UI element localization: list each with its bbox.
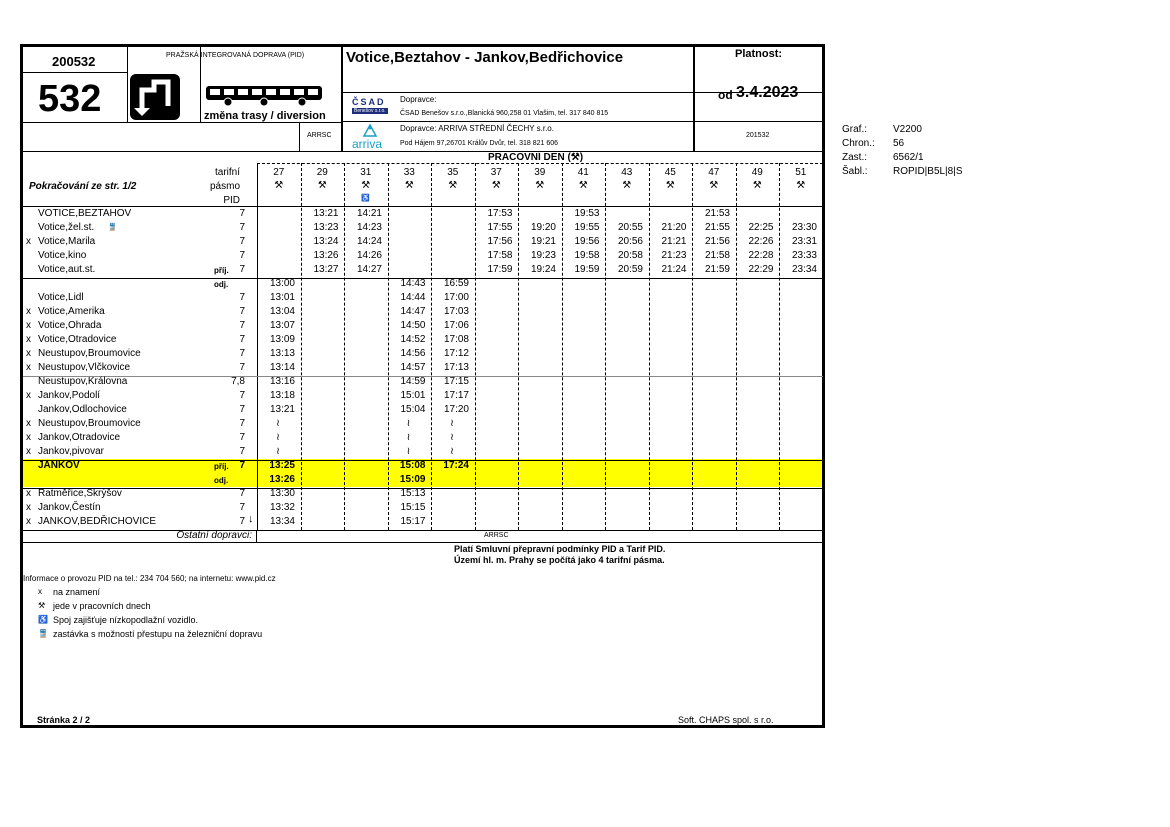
stop-name: Ratměřice,Skrýšov xyxy=(38,488,122,499)
trip-number: 49 xyxy=(751,167,763,178)
on-request-mark: x xyxy=(26,334,31,345)
on-request-mark: x xyxy=(26,418,31,429)
departure-time: 16:59 xyxy=(443,278,469,289)
tariff-zone: 7 xyxy=(239,208,245,219)
departure-time: 14:50 xyxy=(400,320,426,331)
departure-time: ≀ xyxy=(276,418,280,429)
zone-header-1: tarifní xyxy=(214,167,240,178)
on-request-mark: x xyxy=(26,390,31,401)
departure-time: 14:27 xyxy=(356,264,382,275)
workday-icon: ⚒ xyxy=(317,180,327,191)
departure-time: 23:34 xyxy=(791,264,817,275)
departure-time: 22:29 xyxy=(748,264,774,275)
departure-time: 21:53 xyxy=(704,208,730,219)
stop-name: Jankov,Odlochovice xyxy=(38,404,127,415)
departure-time: 14:24 xyxy=(356,236,382,247)
side-info-key: Chron.: xyxy=(842,138,875,149)
workday-icon: ⚒ xyxy=(796,180,806,191)
departure-time: 17:13 xyxy=(443,362,469,373)
departure-time: 13:30 xyxy=(269,488,295,499)
departure-time: 13:32 xyxy=(269,502,295,513)
departure-time: 13:25 xyxy=(269,460,295,471)
departure-time: 19:24 xyxy=(530,264,556,275)
departure-time: 20:59 xyxy=(617,264,643,275)
operator2-label: Dopravce: ARRIVA STŘEDNÍ ČECHY s.r.o. xyxy=(400,124,554,133)
departure-time: 15:13 xyxy=(400,488,426,499)
departure-time: 17:17 xyxy=(443,390,469,401)
departure-time: ≀ xyxy=(450,418,454,429)
departure-time: 19:56 xyxy=(574,236,600,247)
departure-time: 13:23 xyxy=(313,222,339,233)
train-icon: 🚆 xyxy=(108,224,117,231)
departure-time: 14:56 xyxy=(400,348,426,359)
trip-number: 45 xyxy=(664,167,676,178)
departure-time: 19:55 xyxy=(574,222,600,233)
departure-time: 15:01 xyxy=(400,390,426,401)
departure-time: 15:17 xyxy=(400,516,426,527)
departure-time: 17:00 xyxy=(443,292,469,303)
departure-time: 17:59 xyxy=(487,264,513,275)
on-request-mark: x xyxy=(26,362,31,373)
stop-name: Jankov,Podolí xyxy=(38,390,101,401)
tariff-zone: 7 xyxy=(239,390,245,401)
tariff-zone: 7 xyxy=(239,460,245,471)
on-request-mark: x xyxy=(26,516,31,527)
workday-icon: ⚒ xyxy=(491,180,501,191)
workday-icon: ⚒ xyxy=(578,180,588,191)
tariff-zone: 7 xyxy=(239,362,245,373)
tariff-zone: 7 xyxy=(239,432,245,443)
on-request-mark: x xyxy=(26,446,31,457)
csad-logo-sub: Benešov s.r.o. xyxy=(354,108,386,114)
departure-time: 13:14 xyxy=(269,362,295,373)
departure-time: 22:26 xyxy=(748,236,774,247)
trip-number: 37 xyxy=(490,167,502,178)
departure-time: 21:55 xyxy=(704,222,730,233)
software-credit: Soft. CHAPS spol. s r.o. xyxy=(678,715,774,725)
departure-time: 13:26 xyxy=(313,250,339,261)
validity-prefix: od xyxy=(718,88,733,102)
departure-time: 23:31 xyxy=(791,236,817,247)
trip-number: 47 xyxy=(708,167,720,178)
tariff-zone: 7 xyxy=(239,250,245,261)
trip-number: 35 xyxy=(447,167,459,178)
departure-time: 19:59 xyxy=(574,264,600,275)
operator2-info: Pod Hájem 97,26701 Králův Dvůr, tel. 318 821 606 xyxy=(400,140,558,147)
departure-time: 14:26 xyxy=(356,250,382,261)
departure-time: ≀ xyxy=(406,446,411,457)
on-request-mark: x xyxy=(26,432,31,443)
departure-time: 21:23 xyxy=(661,250,687,261)
trip-number: 29 xyxy=(316,167,328,178)
departure-time: 19:58 xyxy=(574,250,600,261)
departure-time: 17:15 xyxy=(443,376,469,387)
legend-text: zastávka s možností přestupu na železniční dopravu xyxy=(53,629,263,639)
departure-time: 13:16 xyxy=(269,376,295,387)
legend-symbol: ♿ xyxy=(38,615,48,624)
trip-number: 39 xyxy=(534,167,546,178)
departure-time: 21:59 xyxy=(704,264,730,275)
departure-time: ≀ xyxy=(450,446,454,457)
trip-number: 51 xyxy=(795,167,807,178)
csad-logo: ČSAD xyxy=(352,97,386,107)
departure-time: 13:21 xyxy=(313,208,339,219)
stop-name: VOTICE,BEZTAHOV xyxy=(38,208,132,219)
departure-time: 21:58 xyxy=(704,250,730,261)
departure-time: 13:07 xyxy=(269,320,295,331)
departure-time: ≀ xyxy=(406,432,411,443)
trip-number: 43 xyxy=(621,167,633,178)
departure-time: ≀ xyxy=(450,432,454,443)
on-request-mark: x xyxy=(26,348,31,359)
workday-icon: ⚒ xyxy=(361,180,371,191)
legend-text: jede v pracovních dnech xyxy=(53,601,151,611)
workday-icon: ⚒ xyxy=(752,180,762,191)
departure-time: 13:09 xyxy=(269,334,295,345)
departure-time: 19:23 xyxy=(530,250,556,261)
tariff-zone: 7 xyxy=(239,320,245,331)
legend-text: na znamení xyxy=(53,587,101,597)
diversion-icon xyxy=(130,74,180,120)
side-info-key: Zast.: xyxy=(842,152,868,163)
tariff-zone: 7 xyxy=(239,348,245,359)
departure-time: 14:43 xyxy=(400,278,426,289)
departure-time: 21:21 xyxy=(661,236,687,247)
stop-name: Votice,žel.st. xyxy=(38,222,95,233)
departure-time: 13:26 xyxy=(269,474,295,485)
tariff-zone: 7 xyxy=(239,264,245,275)
departure-time: 14:47 xyxy=(400,306,426,317)
arrival-label: příj. xyxy=(214,462,229,471)
departure-time: 15:09 xyxy=(399,474,426,485)
trip-number: 31 xyxy=(360,167,372,178)
stop-name: Votice,Marila xyxy=(38,236,96,247)
departure-time: 14:21 xyxy=(356,208,382,219)
stop-name: Votice,Amerika xyxy=(38,306,105,317)
side-info-value: 56 xyxy=(893,138,905,149)
departure-time: 21:20 xyxy=(661,222,687,233)
arriva-logo: arriva xyxy=(352,137,383,151)
bus-icon xyxy=(204,84,324,106)
departure-time: 14:23 xyxy=(356,222,382,233)
other-operators-code: ARRSC xyxy=(484,532,509,539)
side-info-value: ROPID|B5L|8|S xyxy=(893,166,963,177)
stop-name: Jankov,Otradovice xyxy=(38,432,121,443)
stop-name: Votice,aut.st. xyxy=(38,264,96,275)
trip-number: 27 xyxy=(273,167,285,178)
workday-icon: ⚒ xyxy=(709,180,719,191)
trip-number: 33 xyxy=(403,167,415,178)
zone-header-3: PID xyxy=(223,195,240,206)
org-name: PRAŽSKÁ INTEGROVANÁ DOPRAVA (PID) xyxy=(166,52,305,59)
departure-time: 17:53 xyxy=(487,208,513,219)
stop-name: Votice,kino xyxy=(38,250,87,261)
departure-label: odj. xyxy=(214,280,229,289)
departure-time: 17:03 xyxy=(443,306,469,317)
page-number: Stránka 2 / 2 xyxy=(37,715,91,725)
departure-time: 21:56 xyxy=(704,236,730,247)
note-2: Území hl. m. Prahy se počítá jako 4 tarifní pásma. xyxy=(454,555,665,565)
note-1: Platí Smluvní přepravní podmínky PID a Tarif PID. xyxy=(454,544,666,554)
departure-time: 13:21 xyxy=(269,404,295,415)
stop-name: Votice,Otradovice xyxy=(38,334,117,345)
stop-name: Neustupov,Vlčkovice xyxy=(38,362,131,373)
tariff-zone: 7 xyxy=(239,404,245,415)
tariff-zone: 7,8 xyxy=(231,376,245,387)
departure-time: 23:33 xyxy=(791,250,817,261)
workday-icon: ⚒ xyxy=(274,180,284,191)
validity-label: Platnost: xyxy=(735,48,783,60)
legend-symbol: ⚒ xyxy=(38,601,46,610)
operator2-code: ARRSC xyxy=(307,132,332,139)
stop-name: Neustupov,Broumovice xyxy=(38,348,141,359)
departure-time: 14:44 xyxy=(400,292,426,303)
operator1-label: Dopravce: xyxy=(400,95,437,104)
tariff-zone: 7 xyxy=(239,334,245,345)
stop-name: Neustupov,Broumovice xyxy=(38,418,141,429)
diversion-label: změna trasy / diversion xyxy=(204,110,326,122)
departure-time: 14:57 xyxy=(400,362,426,373)
departure-time: 19:21 xyxy=(530,236,556,247)
stop-name: JANKOV xyxy=(38,460,80,471)
legend-text: Spoj zajišťuje nízkopodlažní vozidlo. xyxy=(53,615,198,625)
departure-time: 17:12 xyxy=(443,348,469,359)
tariff-zone: 7 xyxy=(239,502,245,513)
on-request-mark: x xyxy=(26,236,31,247)
departure-time: 20:56 xyxy=(617,236,643,247)
departure-time: 17:24 xyxy=(443,460,469,471)
departure-time: 23:30 xyxy=(791,222,817,233)
departure-time: 17:58 xyxy=(487,250,513,261)
line-code: 200532 xyxy=(52,54,96,69)
departure-time: 13:27 xyxy=(313,264,339,275)
tariff-zone: 7 xyxy=(239,292,245,303)
day-label: PRACOVNÍ DEN (⚒) xyxy=(488,152,584,163)
line-number: 532 xyxy=(38,78,102,120)
tariff-zone: 7 xyxy=(239,222,245,233)
legend-symbol: 🚆 xyxy=(38,629,48,638)
side-info-value: V2200 xyxy=(893,124,922,135)
departure-time: 17:08 xyxy=(443,334,469,345)
stop-name: Neustupov,Královna xyxy=(38,376,128,387)
down-arrow-icon: ↓ xyxy=(248,513,254,525)
departure-time: 14:59 xyxy=(400,376,426,387)
stop-name: Votice,Ohrada xyxy=(38,320,102,331)
workday-icon: ⚒ xyxy=(535,180,545,191)
departure-time: 22:25 xyxy=(748,222,774,233)
departure-time: 17:06 xyxy=(443,320,469,331)
departure-time: 13:00 xyxy=(269,278,295,289)
tariff-zone: 7 xyxy=(239,488,245,499)
departure-time: 17:20 xyxy=(443,404,469,415)
workday-icon: ⚒ xyxy=(665,180,675,191)
departure-time: 15:15 xyxy=(400,502,426,513)
departure-time: 13:04 xyxy=(269,306,295,317)
zone-header-2: pásmo xyxy=(209,181,240,192)
departure-time: 19:20 xyxy=(530,222,556,233)
stop-name: JANKOV,BEDŘICHOVICE xyxy=(38,516,156,527)
side-info-key: Graf.: xyxy=(842,124,868,135)
tariff-zone: 7 xyxy=(239,418,245,429)
departure-time: ≀ xyxy=(276,432,280,443)
departure-time: 13:24 xyxy=(313,236,339,247)
other-operators-label: Ostatní dopravci: xyxy=(176,530,252,541)
side-info-key: Šabl.: xyxy=(842,166,868,177)
tariff-zone: 7 xyxy=(239,306,245,317)
departure-time: 15:08 xyxy=(399,460,426,471)
stop-name: Jankov,Čestín xyxy=(38,502,101,513)
continued-label: Pokračování ze str. 1/2 xyxy=(29,181,137,192)
departure-time: 13:01 xyxy=(269,292,295,303)
tariff-zone: 7 xyxy=(239,446,245,457)
info-line: Informace o provozu PID na tel.: 234 704 560; na internetu: www.pid.cz xyxy=(23,574,276,583)
workday-icon: ⚒ xyxy=(448,180,458,191)
validity-date: 3.4.2023 xyxy=(736,84,799,101)
legend-symbol: x xyxy=(38,587,42,596)
on-request-mark: x xyxy=(26,306,31,317)
trip-number: 41 xyxy=(577,167,589,178)
departure-time: ≀ xyxy=(276,446,280,457)
route-title: Votice,Beztahov - Jankov,Bedřichovice xyxy=(346,49,624,66)
departure-time: ≀ xyxy=(406,418,411,429)
departure-time: 20:55 xyxy=(617,222,643,233)
departure-time: 17:56 xyxy=(487,236,513,247)
arrival-label: příj. xyxy=(214,266,229,275)
on-request-mark: x xyxy=(26,488,31,499)
code-right: 201532 xyxy=(746,132,770,139)
workday-icon: ⚒ xyxy=(622,180,632,191)
tariff-zone: 7 xyxy=(239,236,245,247)
departure-time: 21:24 xyxy=(661,264,687,275)
departure-time: 13:34 xyxy=(269,516,295,527)
on-request-mark: x xyxy=(26,502,31,513)
departure-time: 22:28 xyxy=(748,250,774,261)
wheelchair-icon: ♿ xyxy=(361,195,371,202)
departure-time: 20:58 xyxy=(617,250,643,261)
tariff-zone: 7 xyxy=(239,516,245,527)
side-info-value: 6562/1 xyxy=(893,152,924,163)
departure-time: 15:04 xyxy=(400,404,426,415)
operator1-info: ČSAD Benešov s.r.o.,Blanická 960,258 01 Vlašim, tel. 317 840 815 xyxy=(400,110,609,117)
stop-name: Jankov,pivovar xyxy=(38,446,104,457)
departure-time: 13:13 xyxy=(269,348,295,359)
workday-icon: ⚒ xyxy=(404,180,414,191)
departure-label: odj. xyxy=(214,476,229,485)
departure-time: 13:18 xyxy=(269,390,295,401)
departure-time: 14:52 xyxy=(400,334,426,345)
departure-time: 17:55 xyxy=(487,222,513,233)
on-request-mark: x xyxy=(26,320,31,331)
departure-time: 19:53 xyxy=(574,208,600,219)
stop-name: Votice,Lidl xyxy=(38,292,84,303)
